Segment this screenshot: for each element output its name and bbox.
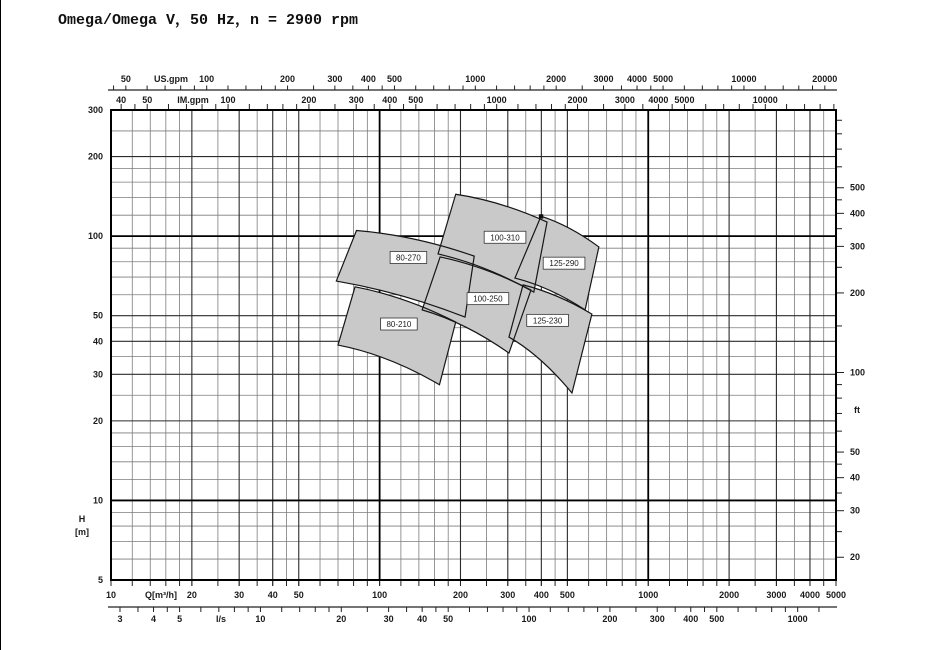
ls-tick-label: 4 <box>151 614 157 624</box>
envelope-label-100-250: 100-250 <box>473 294 503 304</box>
us-gpm-axis-unit: US.gpm <box>153 74 189 84</box>
ls-tick-label: 1000 <box>787 614 808 624</box>
im-gpm-tick-label: 200 <box>301 95 317 105</box>
ls-tick-label: 50 <box>443 614 454 624</box>
y-axis-label-m: 30 <box>92 369 103 380</box>
im-gpm-tick-label: 400 <box>382 95 398 105</box>
ft-tick-label: 50 <box>850 447 861 458</box>
q-m3h-tick-label: 500 <box>559 590 575 600</box>
us-gpm-tick-label: 300 <box>327 74 343 84</box>
y-axis-unit-H: H <box>78 514 86 524</box>
q-m3h-tick-label: 50 <box>293 590 304 600</box>
us-gpm-tick-label: 200 <box>280 74 296 84</box>
us-gpm-tick-label: 10000 <box>731 74 757 84</box>
im-gpm-tick-label: 4000 <box>648 95 669 105</box>
marker-dot <box>539 214 543 218</box>
us-gpm-tick-label: 100 <box>199 74 215 84</box>
pump-selection-chart <box>1 0 950 650</box>
us-gpm-tick-label: 5000 <box>653 74 674 84</box>
im-gpm-axis-unit: IM.gpm <box>177 95 209 105</box>
q-m3h-tick-label: 3000 <box>766 590 787 600</box>
q-m3h-tick-label: 5000 <box>825 590 847 600</box>
ls-tick-label: 300 <box>649 614 665 624</box>
y-axis-label-m: 200 <box>87 151 103 162</box>
im-gpm-tick-label: 50 <box>142 95 153 105</box>
ft-tick-label: 40 <box>850 472 861 483</box>
ft-tick-label: 300 <box>850 241 866 252</box>
ft-axis-unit: ft <box>854 405 860 415</box>
y-axis-unit-m: [m] <box>75 527 89 537</box>
us-gpm-tick-label: 2000 <box>546 74 567 84</box>
y-axis-label-m: 100 <box>87 231 103 242</box>
q-m3h-tick-label: 100 <box>372 590 388 600</box>
im-gpm-tick-label: 300 <box>348 95 364 105</box>
q-m3h-tick-label: 30 <box>234 590 245 600</box>
envelope-label-80-210: 80-210 <box>386 320 412 330</box>
y-axis-label-m: 50 <box>92 310 103 321</box>
ls-tick-label: 30 <box>383 614 394 624</box>
y-axis-label-m: 20 <box>92 415 103 426</box>
ls-tick-label: 20 <box>336 614 347 624</box>
ft-tick-label: 200 <box>850 287 866 298</box>
im-gpm-tick-label: 10000 <box>752 95 778 105</box>
ft-tick-label: 400 <box>850 208 866 219</box>
ls-tick-label: 10 <box>255 614 266 624</box>
page-title: Omega/Omega V，50 Hz，n = 2900 rpm <box>58 12 359 29</box>
y-axis-label-m: 40 <box>92 336 103 347</box>
q-m3h-tick-label: 300 <box>500 590 516 600</box>
ls-tick-label: 200 <box>602 614 618 624</box>
im-gpm-tick-label: 2000 <box>567 95 588 105</box>
ls-tick-label: 500 <box>709 614 725 624</box>
q-m3h-tick-label: 1000 <box>638 590 659 600</box>
y-axis-label-m: 300 <box>87 105 103 115</box>
ls-tick-label: 100 <box>521 614 537 624</box>
ls-axis-unit: l/s <box>215 614 227 624</box>
ls-tick-label: 3 <box>117 614 123 624</box>
y-axis-label-m: 5 <box>97 575 103 585</box>
envelope-label-100-310: 100-310 <box>490 233 520 243</box>
envelope-label-125-290: 125-290 <box>549 259 579 269</box>
us-gpm-tick-label: 50 <box>120 74 131 84</box>
us-gpm-tick-label: 20000 <box>812 74 838 84</box>
im-gpm-tick-label: 500 <box>408 95 424 105</box>
y-axis-label-m: 10 <box>92 495 103 506</box>
ls-tick-label: 5 <box>177 614 183 624</box>
q-m3h-axis-unit: Q[m³/h] <box>145 590 177 600</box>
im-gpm-tick-label: 3000 <box>614 95 635 105</box>
ls-tick-label: 400 <box>683 614 699 624</box>
im-gpm-tick-label: 5000 <box>674 95 695 105</box>
q-m3h-tick-label: 40 <box>267 590 278 600</box>
envelope-label-125-230: 125-230 <box>532 316 563 326</box>
us-gpm-tick-label: 1000 <box>465 74 486 84</box>
envelope-label-80-270: 80-270 <box>395 253 421 263</box>
us-gpm-tick-label: 400 <box>360 74 376 84</box>
q-m3h-tick-label: 4000 <box>799 590 820 600</box>
im-gpm-tick-label: 40 <box>116 95 127 105</box>
plot-border <box>111 110 836 580</box>
us-gpm-tick-label: 500 <box>386 74 402 84</box>
ls-tick-label: 40 <box>417 614 428 624</box>
ft-tick-label: 100 <box>850 367 866 378</box>
q-m3h-tick-label: 200 <box>452 590 468 600</box>
ft-tick-label: 500 <box>850 182 866 193</box>
us-gpm-tick-label: 3000 <box>593 74 614 84</box>
q-m3h-tick-label: 20 <box>186 590 197 600</box>
ft-tick-label: 20 <box>850 552 861 563</box>
ft-tick-label: 30 <box>850 505 861 516</box>
us-gpm-tick-label: 4000 <box>627 74 648 84</box>
im-gpm-tick-label: 1000 <box>486 95 507 105</box>
im-gpm-tick-label: 100 <box>220 95 236 105</box>
q-m3h-tick-label: 10 <box>105 590 117 600</box>
q-m3h-tick-label: 400 <box>533 590 549 600</box>
q-m3h-tick-label: 2000 <box>719 590 740 600</box>
